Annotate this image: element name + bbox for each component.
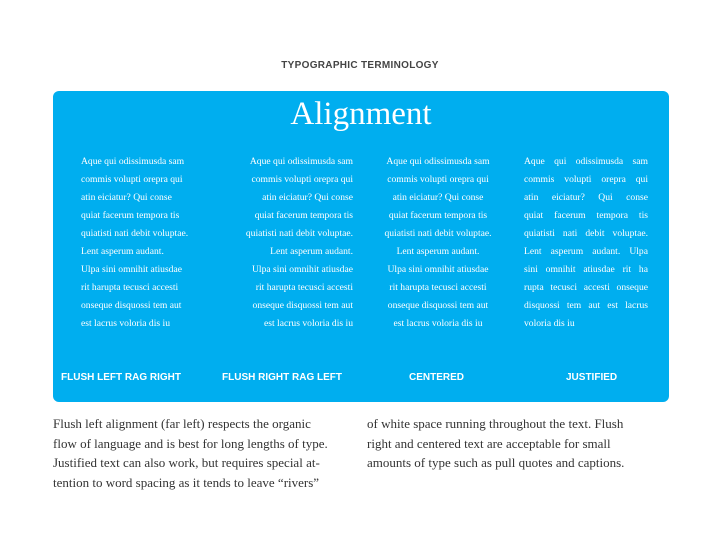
example-line: quiat facerum tempora tis bbox=[524, 210, 648, 221]
example-line: commis volupti orepra qui bbox=[251, 174, 353, 185]
example-line: rit harupta tecusci accesti bbox=[81, 282, 179, 293]
example-line: commis volupti orepra qui bbox=[524, 174, 648, 185]
caption-line: of white space running throughout the text. Flush bbox=[367, 416, 624, 431]
example-line: est lacrus voloria dis iu bbox=[393, 318, 483, 329]
example-line: disquossi tem aut est lacrus bbox=[524, 300, 648, 311]
example-line: rit harupta tecusci accesti bbox=[389, 282, 487, 293]
example-line: est lacrus voloria dis iu bbox=[81, 318, 170, 329]
example-line: Lent asperum audant. Ulpa bbox=[524, 246, 648, 257]
caption-line: amounts of type such as pull quotes and captions. bbox=[367, 455, 625, 470]
example-line: quiat facerum tempora tis bbox=[254, 210, 353, 221]
example-line: quiatisti nati debit voluptae. bbox=[245, 228, 353, 239]
example-line: quiat facerum tempora tis bbox=[81, 210, 180, 221]
alignment-labels bbox=[53, 372, 669, 386]
example-line: quiat facerum tempora tis bbox=[388, 210, 488, 221]
example-line: commis volupti orepra qui bbox=[387, 174, 489, 185]
section-heading: TYPOGRAPHIC TERMINOLOGY bbox=[281, 60, 439, 71]
example-line: quiatisti nati debit voluptae. bbox=[384, 228, 492, 239]
alignment-examples bbox=[79, 153, 649, 333]
example-line: onseque disquossi tem aut bbox=[252, 300, 353, 311]
example-line: est lacrus voloria dis iu bbox=[264, 318, 353, 329]
flush-right-example bbox=[229, 153, 353, 333]
example-line: atin eiciatur? Qui conse bbox=[392, 192, 484, 203]
example-line: voloria dis iu bbox=[524, 318, 575, 329]
example-line: commis volupti orepra qui bbox=[81, 174, 183, 185]
caption-line: right and centered text are acceptable for small bbox=[367, 435, 611, 451]
example-line: atin eiciatur? Qui conse bbox=[262, 192, 353, 203]
example-line: Aque qui odissimusda sam bbox=[386, 156, 490, 167]
example-line: Aque qui odissimusda sam bbox=[81, 156, 185, 167]
label-flush-left: FLUSH LEFT RAG RIGHT bbox=[61, 372, 181, 383]
centered-example bbox=[376, 153, 500, 333]
example-line: Lent asperum audant. bbox=[396, 246, 480, 257]
caption-line: Justified text can also work, but requires special at- bbox=[53, 455, 320, 470]
example-line: Aque qui odissimusda sam bbox=[249, 156, 353, 167]
example-line: rit harupta tecusci accesti bbox=[255, 282, 353, 293]
example-line: Ulpa sini omnihit atiusdae bbox=[81, 264, 182, 275]
panel-title: Alignment bbox=[290, 96, 432, 132]
example-line: rupta tecusci accesti onseque bbox=[524, 282, 648, 293]
caption-right bbox=[367, 414, 667, 473]
example-line: Ulpa sini omnihit atiusdae bbox=[387, 264, 489, 275]
example-line: atin eiciatur? Qui conse bbox=[81, 192, 172, 203]
label-justified: JUSTIFIED bbox=[566, 372, 618, 383]
caption-line: flow of language and is best for long lengths of type. bbox=[53, 435, 328, 451]
example-line: sini omnihit atiusdae rit ha bbox=[524, 264, 648, 275]
flush-left-example bbox=[81, 153, 205, 333]
example-line: Lent asperum audant. bbox=[270, 246, 353, 257]
caption-line: Flush left alignment (far left) respects the organic bbox=[53, 416, 311, 431]
example-line: atin eiciatur? Qui conse bbox=[524, 192, 648, 203]
alignment-panel bbox=[53, 91, 669, 402]
caption-left bbox=[53, 414, 353, 492]
label-centered: CENTERED bbox=[409, 372, 465, 383]
label-flush-right: FLUSH RIGHT RAG LEFT bbox=[222, 372, 342, 383]
example-line: onseque disquossi tem aut bbox=[387, 300, 489, 311]
example-line: Lent asperum audant. bbox=[81, 246, 164, 257]
example-line: Aque qui odissimusda sam bbox=[524, 156, 648, 167]
example-line: onseque disquossi tem aut bbox=[81, 300, 182, 311]
example-line: quiatisti nati debit voluptae. bbox=[81, 228, 189, 239]
justified-example bbox=[524, 153, 648, 333]
example-line: Ulpa sini omnihit atiusdae bbox=[252, 264, 353, 275]
example-line: quiatisti nati debit voluptae. bbox=[524, 228, 648, 239]
caption-line: tention to word spacing as it tends to leave “rivers” bbox=[53, 474, 320, 490]
